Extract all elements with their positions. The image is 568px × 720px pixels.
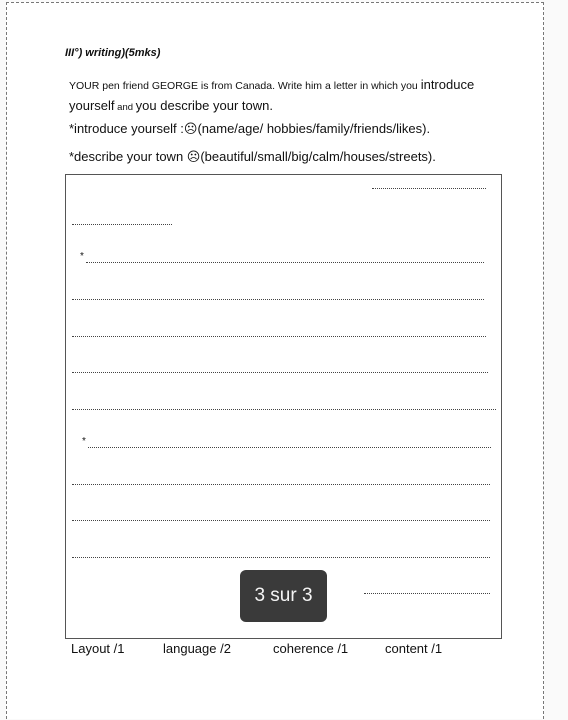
greeting-line[interactable] (72, 223, 172, 225)
paragraph-star: * (82, 436, 86, 447)
writing-line[interactable] (86, 261, 484, 263)
exercise-instruction: YOUR pen friend GEORGE is from Canada. Write him a letter in which you introduce yourself and you describe your town. (69, 77, 475, 113)
writing-line[interactable] (72, 335, 486, 337)
writing-line[interactable] (72, 483, 490, 485)
writing-line[interactable] (72, 556, 490, 558)
rubric-language: language /2 (163, 641, 231, 656)
page-indicator-toast: 3 sur 3 (240, 570, 327, 622)
address-line[interactable] (372, 187, 486, 189)
writing-line[interactable] (72, 298, 484, 300)
exercise-heading: III°) writing)(5mks) (65, 47, 161, 59)
writing-line[interactable] (88, 446, 491, 448)
paragraph-star: * (80, 251, 84, 262)
rubric-content: content /1 (385, 641, 443, 656)
bullet-introduce-yourself: *introduce yourself :☹(name/age/ hobbies/family/friends/likes). (69, 121, 431, 136)
bullet-describe-town: *describe your town ☹(beautiful/small/big/calm/houses/streets). (69, 149, 436, 164)
writing-line[interactable] (72, 371, 488, 373)
rubric-layout: Layout /1 (71, 641, 125, 656)
rubric-coherence: coherence /1 (273, 641, 349, 656)
signature-line[interactable] (364, 592, 490, 594)
writing-line[interactable] (72, 519, 490, 521)
writing-line[interactable] (72, 408, 496, 410)
